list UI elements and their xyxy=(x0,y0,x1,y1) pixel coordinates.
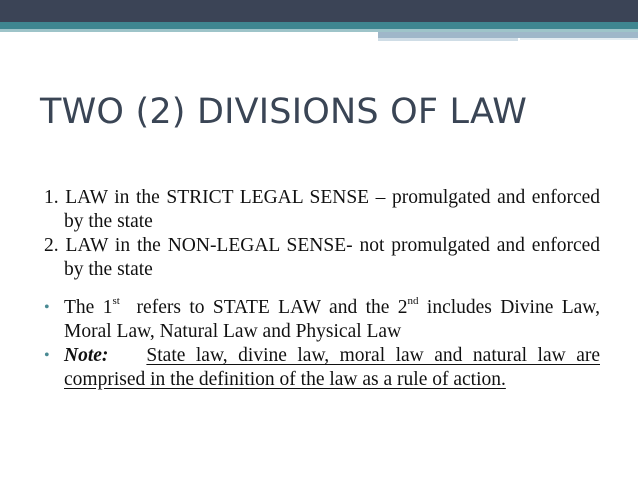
bullet-text: refers to STATE LAW and the 2 xyxy=(119,297,408,318)
numbered-item-1 xyxy=(44,186,600,234)
bullet-dot-icon: • xyxy=(44,299,50,316)
item-text: LAW in the NON-LEGAL SENSE- not promulgated and enforced by the state xyxy=(64,235,601,280)
bullet-item-state-law xyxy=(44,296,600,344)
note-label: Note: xyxy=(64,345,109,366)
numbered-item-2 xyxy=(44,234,600,282)
note-text: State law, divine law, moral law and natural law are comprised in the definition of the law as a rule of action. xyxy=(64,345,600,390)
bullet-text: The 1 xyxy=(64,297,113,318)
bullet-dot-icon: • xyxy=(44,347,50,364)
item-number: 1. xyxy=(44,187,66,208)
spacer xyxy=(44,282,600,296)
ordinal-suffix: nd xyxy=(407,294,419,307)
item-number: 2. xyxy=(44,235,66,256)
slide-body xyxy=(44,186,600,392)
bullet-item-note xyxy=(44,344,600,392)
decorative-header-band xyxy=(0,0,638,44)
bullet-text: includes Divine Law, Moral Law, Natural Law and Physical Law xyxy=(64,297,600,342)
item-text: LAW in the STRICT LEGAL SENSE – promulgated and enforced by the state xyxy=(64,187,601,232)
ordinal-suffix: st xyxy=(112,294,120,307)
slide-title: TWO (2) DIVISIONS OF LAW xyxy=(40,92,528,132)
